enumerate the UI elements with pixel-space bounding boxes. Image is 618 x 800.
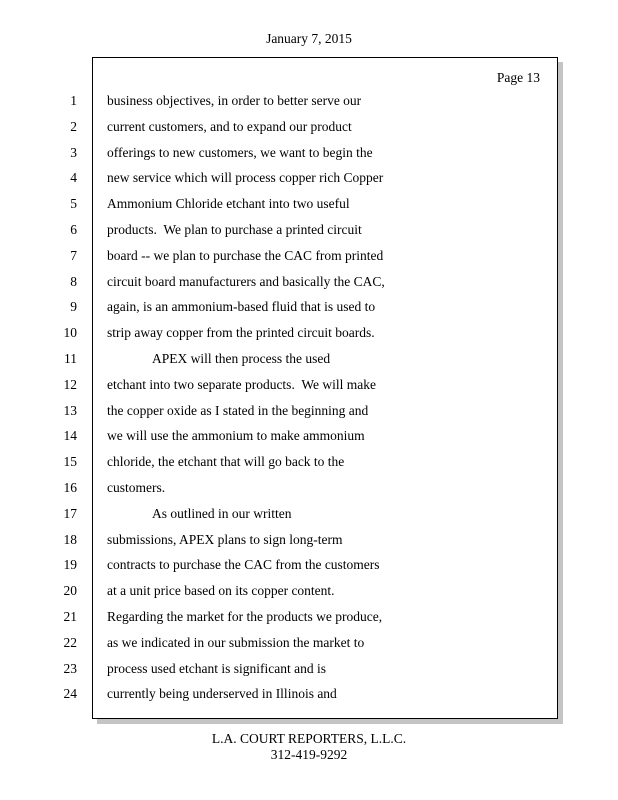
footer-phone: 312-419-9292 [270,746,348,762]
line-text: products. We plan to purchase a printed circuit [107,221,362,237]
line-number: 22 [63,634,77,650]
line-number: 15 [63,454,77,470]
line-number: 5 [70,196,77,212]
transcript-line [40,604,550,630]
line-text: Ammonium Chloride etchant into two useful [107,196,350,212]
transcript-line [40,165,550,191]
transcript-line [40,578,550,604]
line-number: 23 [63,660,77,676]
line-text: at a unit price based on its copper content. [107,583,335,599]
transcript-line [40,191,550,217]
line-number: 11 [64,350,77,366]
transcript-line [40,475,550,501]
footer-company: L.A. COURT REPORTERS, L.L.C. [211,731,407,746]
line-text: new service which will process copper rich Copper [107,170,384,186]
line-number: 21 [63,608,77,624]
line-number: 19 [63,557,77,573]
line-number: 9 [70,299,77,315]
transcript-line [40,269,550,295]
transcript-line [40,217,550,243]
footer [0,731,618,762]
line-text: contracts to purchase the CAC from the customers [107,557,380,573]
transcript-line [40,630,550,656]
line-text: submissions, APEX plans to sign long-term [107,531,343,547]
line-number: 7 [70,247,77,263]
line-number: 3 [70,144,77,160]
line-text: offerings to new customers, we want to begin the [107,144,373,160]
line-text: chloride, the etchant that will go back to the [107,454,345,470]
transcript-line [40,88,550,114]
line-text: Regarding the market for the products we produce, [107,608,383,624]
transcript-line [40,449,550,475]
transcript-line [40,527,550,553]
line-text: As outlined in our written [152,505,292,521]
transcript-line [40,346,550,372]
line-number: 18 [63,531,77,547]
transcript-line [40,552,550,578]
line-number: 2 [70,118,77,134]
line-text: currently being underserved in Illinois and [107,686,337,702]
transcript-line [40,372,550,398]
line-number: 17 [63,505,77,521]
line-number: 6 [70,221,77,237]
line-text: the copper oxide as I stated in the beginning and [107,402,369,418]
line-text: circuit board manufacturers and basically the CAC, [107,273,385,289]
line-number: 4 [70,170,77,186]
line-text: we will use the ammonium to make ammonium [107,428,365,444]
transcript-line [40,114,550,140]
date-header: January 7, 2015 [266,31,352,46]
transcript-lines [40,88,550,707]
transcript-line [40,681,550,707]
line-number: 12 [63,376,77,392]
line-text: again, is an ammonium-based fluid that is used to [107,299,376,315]
transcript-line [40,423,550,449]
transcript-line [40,294,550,320]
line-number: 8 [70,273,77,289]
line-number: 1 [70,93,77,108]
line-text: APEX will then process the used [152,350,331,366]
line-text: as we indicated in our submission the market to [107,634,365,650]
line-text: board -- we plan to purchase the CAC from printed [107,247,384,263]
line-number: 10 [63,325,77,341]
line-text: etchant into two separate products. We will make [107,376,376,392]
transcript-line [40,140,550,166]
transcript-line [40,398,550,424]
line-text: strip away copper from the printed circuit boards. [107,325,375,341]
page-number-label: Page 13 [496,70,540,85]
line-text: current customers, and to expand our product [107,118,352,134]
line-number: 16 [63,479,77,495]
line-number: 20 [63,583,77,599]
line-number: 24 [63,686,77,702]
transcript-line [40,501,550,527]
transcript-line [40,656,550,682]
line-number: 14 [63,428,77,444]
line-text: customers. [107,479,166,495]
line-text: process used etchant is significant and is [107,660,326,676]
transcript-line [40,320,550,346]
transcript-line [40,243,550,269]
line-text: business objectives, in order to better serve our [107,93,362,108]
line-number: 13 [63,402,77,418]
